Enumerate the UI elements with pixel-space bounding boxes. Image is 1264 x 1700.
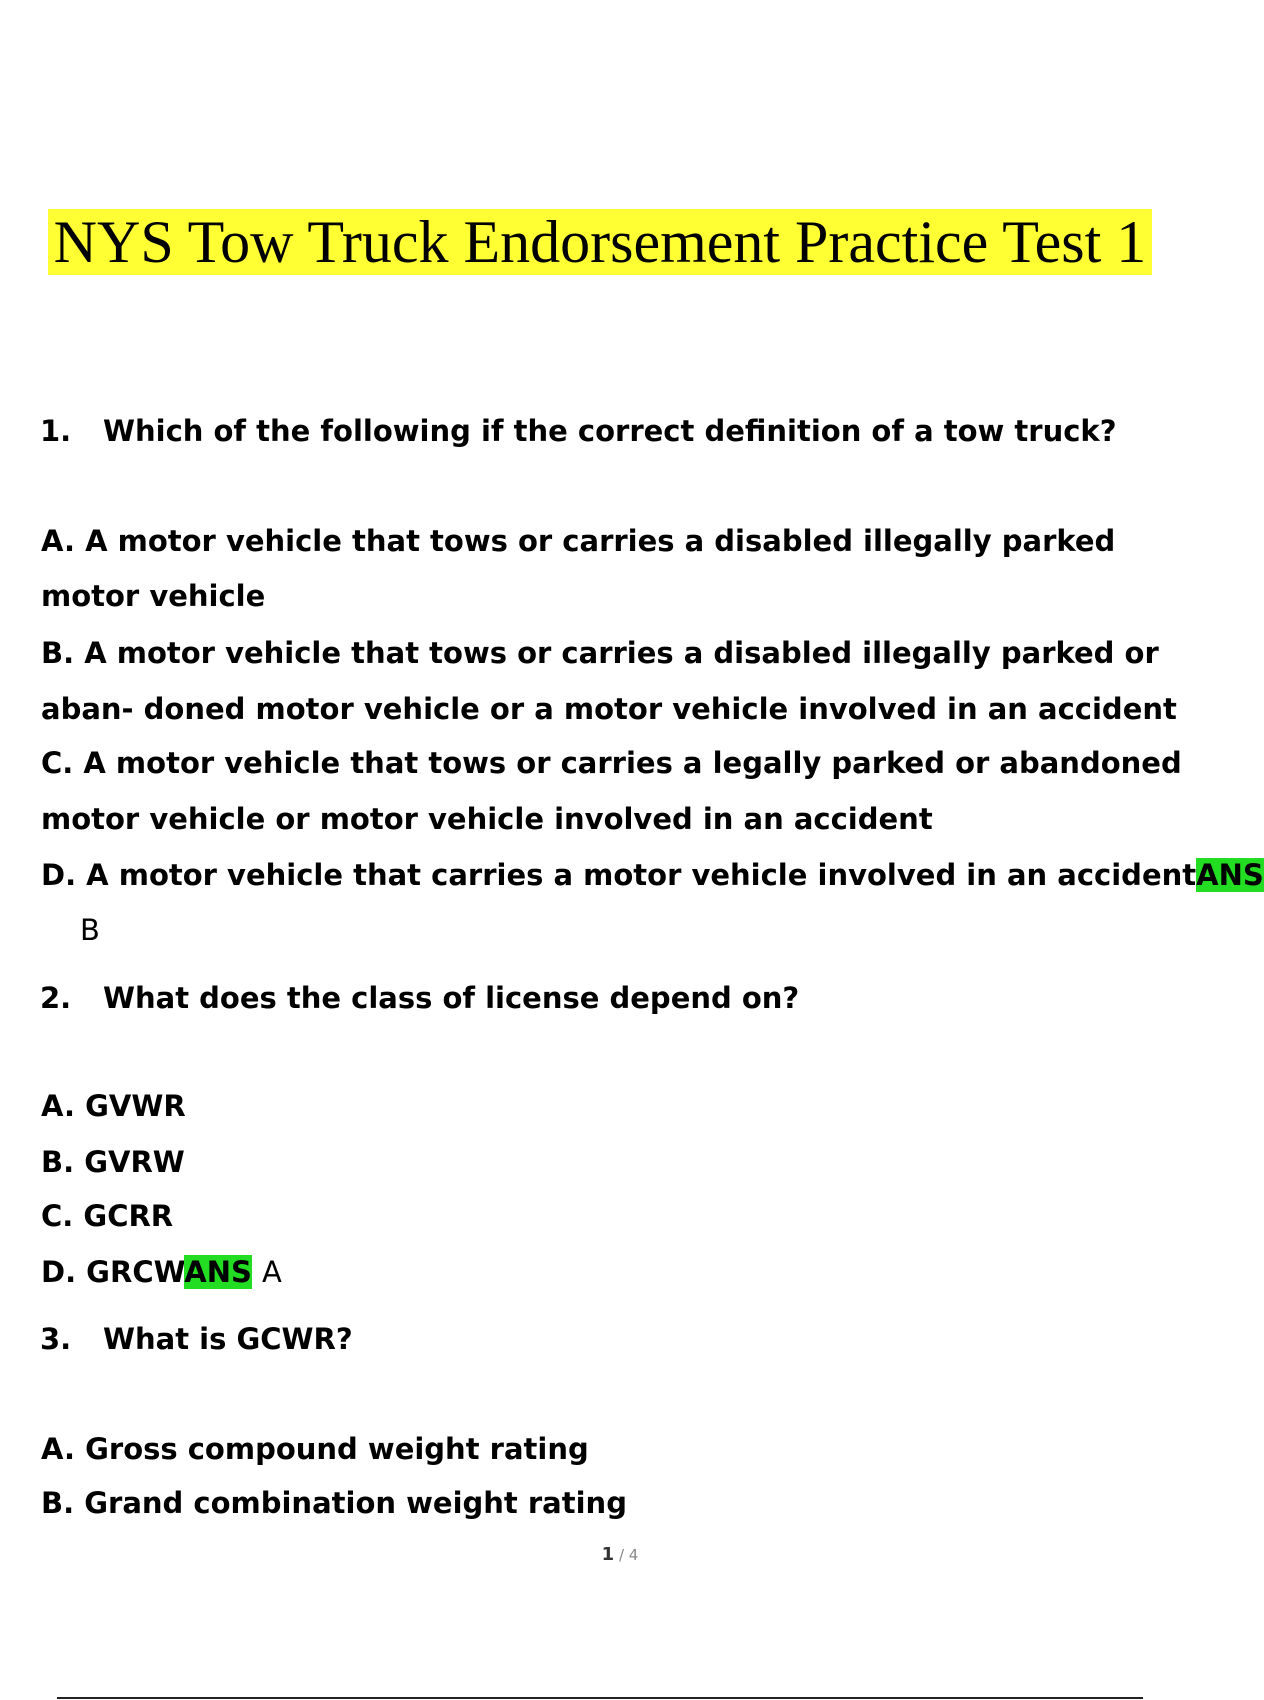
option-text: D. GRCW <box>41 1255 185 1289</box>
option-line-with-answer-label <box>41 858 1264 892</box>
question-1 <box>40 414 1117 448</box>
page-separator: / <box>614 1546 629 1564</box>
option-line: motor vehicle <box>41 579 266 613</box>
question-3 <box>40 1322 353 1356</box>
question-text: Which of the following if the correct definition of a tow truck? <box>103 414 1117 448</box>
answer-value: B <box>80 913 100 947</box>
question-number: 2. <box>40 981 72 1015</box>
page-indicator <box>0 1544 1240 1565</box>
answer-label-highlight: ANS <box>1196 858 1264 892</box>
option-line: B. A motor vehicle that tows or carries a disabled illegally parked or <box>41 636 1159 670</box>
current-page: 1 <box>601 1544 615 1565</box>
option-text: D. A motor vehicle that carries a motor vehicle involved in an accident <box>41 858 1197 892</box>
question-number: 1. <box>40 414 72 448</box>
question-text: What does the class of license depend on? <box>103 981 800 1015</box>
option-line: motor vehicle or motor vehicle involved in an accident <box>41 802 933 836</box>
title-container <box>0 209 1200 275</box>
document-title: NYS Tow Truck Endorsement Practice Test 1 <box>48 209 1153 275</box>
option-line-with-answer-label <box>41 1255 282 1289</box>
option-line: aban- doned motor vehicle or a motor vehicle involved in an accident <box>41 692 1177 726</box>
option-line: A. A motor vehicle that tows or carries a disabled illegally parked <box>41 524 1116 558</box>
answer-label-highlight: ANS <box>184 1255 252 1289</box>
question-2 <box>40 981 799 1015</box>
option-line: B. Grand combination weight rating <box>41 1486 627 1520</box>
option-line: C. A motor vehicle that tows or carries a legally parked or abandoned <box>41 746 1182 780</box>
option-line: B. GVRW <box>41 1145 185 1179</box>
option-line: A. Gross compound weight rating <box>41 1432 589 1466</box>
total-pages: 4 <box>628 1546 639 1564</box>
option-line: A. GVWR <box>41 1089 186 1123</box>
answer-value: A <box>262 1255 282 1289</box>
page-divider <box>57 1697 1143 1699</box>
question-text: What is GCWR? <box>103 1322 353 1356</box>
question-number: 3. <box>40 1322 72 1356</box>
option-line: C. GCRR <box>41 1199 174 1233</box>
